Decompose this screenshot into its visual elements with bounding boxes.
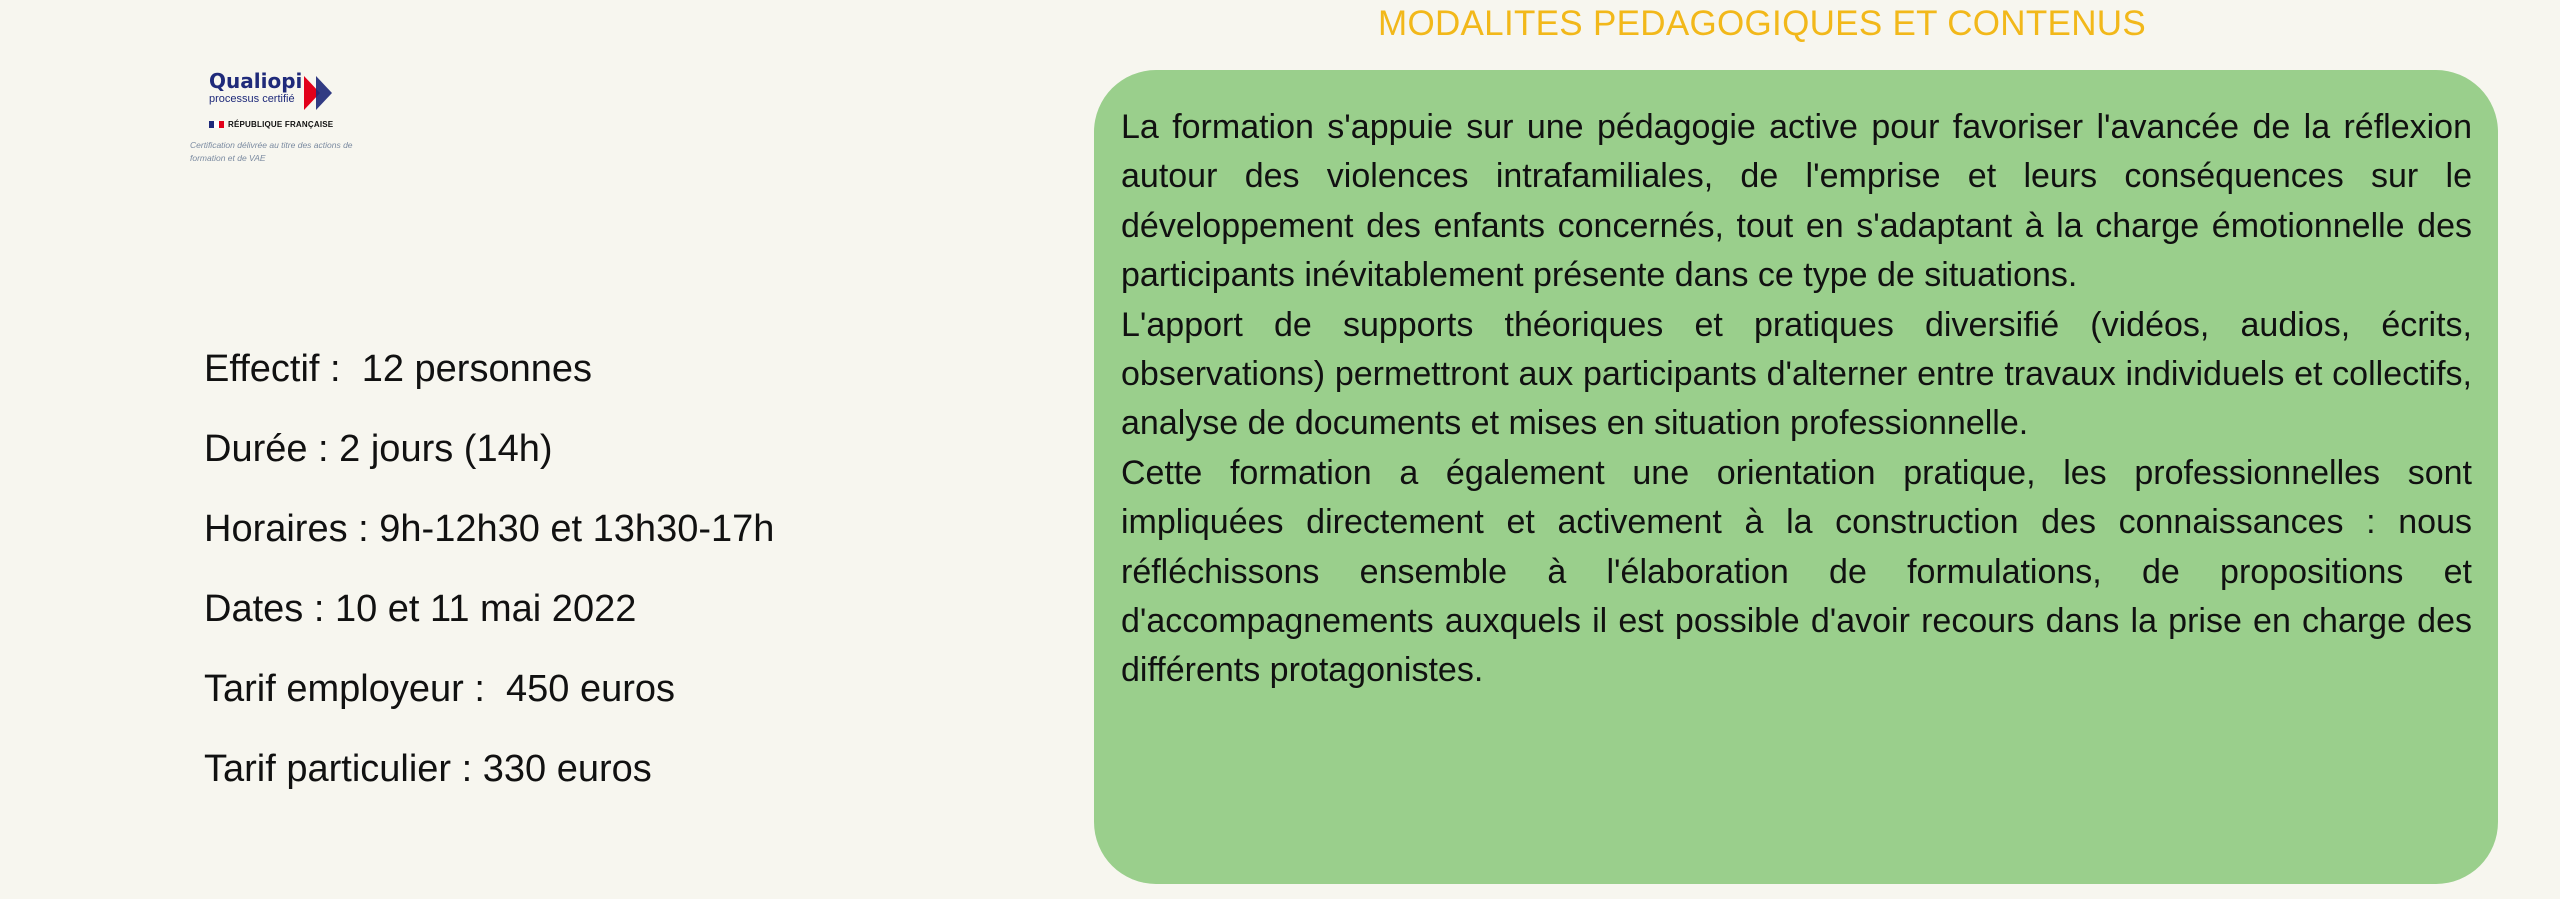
info-duree: Durée : 2 jours (14h) bbox=[204, 428, 553, 470]
info-dates: Dates : 10 et 11 mai 2022 bbox=[204, 588, 637, 630]
qualiopi-logo bbox=[190, 70, 380, 165]
info-horaires: Horaires : 9h-12h30 et 13h30-17h bbox=[204, 508, 775, 550]
logo-name: Qualiopi bbox=[209, 69, 303, 93]
french-flag-icon bbox=[209, 121, 224, 128]
content-paragraph-orientation: Cette formation a également une orientation pratique, les professionnelles sont impliquées directement et activement à la construction des connaissances : nous réfléchissons ensemble à l'élaboration de formulations, de propositions et d'accompagnements auxquels il est possible d'avoir recours dans la prise en charge des différents protagonistes. bbox=[1121, 453, 2472, 690]
info-effectif: Effectif : 12 personnes bbox=[204, 348, 592, 390]
info-tarif-particulier: Tarif particulier : 330 euros bbox=[204, 748, 652, 790]
logo-republic: RÉPUBLIQUE FRANÇAISE bbox=[228, 120, 334, 129]
info-tarif-employeur: Tarif employeur : 450 euros bbox=[204, 668, 676, 710]
logo-certification: Certification délivrée au titre des actions de formation et de VAE bbox=[190, 140, 353, 163]
content-paragraph-pedagogie: La formation s'appuie sur une pédagogie active pour favoriser l'avancée de la réflexion autour des violences intrafamiliales, de l'emprise et leurs conséquences sur le développement des enfants concernés, tout en s'adaptant à la charge émotionnelle des participants inévitablement présente dans ce type de situations. bbox=[1121, 108, 2472, 295]
logo-subtitle: processus certifié bbox=[209, 93, 295, 105]
qualiopi-chevrons-icon bbox=[304, 76, 340, 110]
content-paragraph-supports: L'apport de supports théoriques et pratiques diversifié (vidéos, audios, écrits, observations) permettront aux participants d'alterner entre travaux individuels et collectifs, analyse de documents et mises en situation professionnelle. bbox=[1121, 305, 2472, 443]
content-box bbox=[1094, 70, 2498, 884]
info-list bbox=[204, 346, 774, 826]
section-title: MODALITES PEDAGOGIQUES ET CONTENUS bbox=[1377, 4, 2146, 43]
